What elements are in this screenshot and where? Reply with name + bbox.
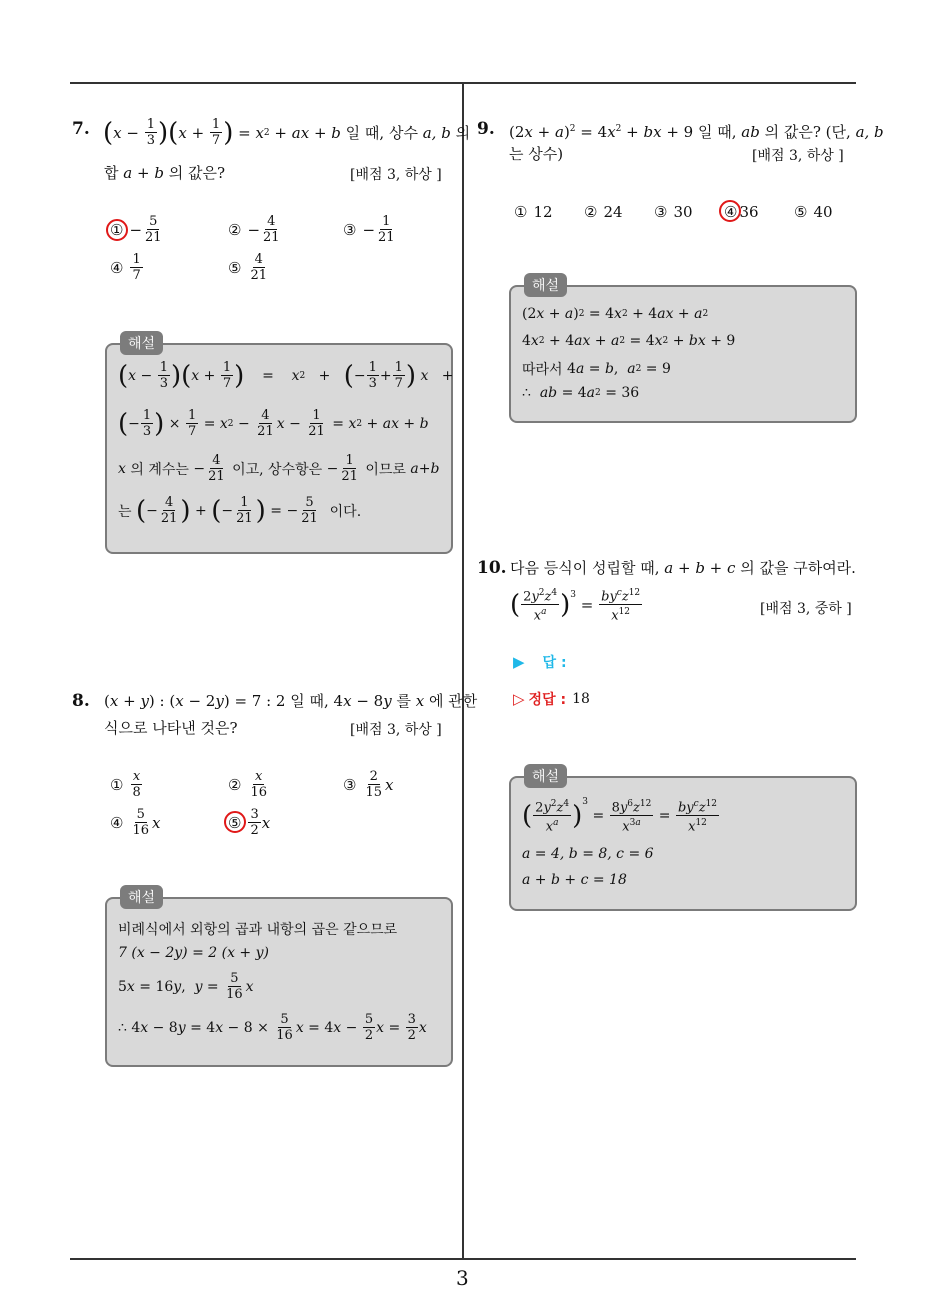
- q9-score: [배점 3, 하상 ]: [752, 148, 844, 164]
- q7-option-3[interactable]: ③ − $\frac{1}{21}$: [343, 214, 395, 245]
- q7-option-4[interactable]: ④ $\frac{1}{7}$: [110, 252, 141, 283]
- q7-mid-text: 일 때, 상수: [345, 123, 418, 142]
- q9-sol-line4: ∴ ab = 4 a 2 = 36: [522, 385, 640, 401]
- q9-line1: $(2x + a)^2 = 4x^2$ + bx + 9 일 때, ab 의 값은? (단, a, b: [509, 123, 884, 141]
- q7-option-2[interactable]: ② − $\frac{4}{21}$: [228, 214, 280, 245]
- q7-sol-line2: ( − $\frac{1}{3}$ ) × $\frac{1}{7}$ = x 2 − $\frac{4}{21}$ x − $\frac{1}{21}$ = x 2 + ax + b: [118, 408, 429, 439]
- q10-answer-label: 답 :: [542, 655, 567, 671]
- q9-option-1[interactable]: ① 12: [514, 203, 553, 221]
- q7-line2: 합 a + b 의 값은?: [104, 164, 225, 182]
- q7-sol-line1: ( x − $\frac{1}{3}$ ) ( x + $\frac{1}{7}$ ) = x 2 + ( − $\frac{1}{3}$ + $\frac{1}{7}$ ) x +: [118, 360, 454, 391]
- q8-option-1[interactable]: ① $\frac{x}{8}$: [110, 769, 141, 800]
- q9-option-2[interactable]: ② 24: [584, 203, 623, 221]
- q9-sol-line3: 따라서 4 a = b , a 2 = 9: [522, 361, 671, 378]
- page-number: 3: [456, 1266, 469, 1290]
- q7-number: 7.: [72, 119, 90, 139]
- q8-number: 8.: [72, 691, 90, 711]
- q10-equation: ( $\frac{2y^2z^4}{x^a}$ ) $^3$ = $\frac{by^cz^{12}}{x^{12}}$: [510, 588, 641, 624]
- q9-solution-tag: 해설: [524, 273, 567, 297]
- q9-option-3[interactable]: ③ 30: [654, 203, 693, 221]
- q8-line1: (x + y) : (x − 2y) = 7 : 2 일 때, 4x − 8y 를 x 에 관한: [104, 692, 478, 710]
- q10-line1: 다음 등식이 성립할 때, a + b + c 의 값을 구하여라.: [510, 559, 856, 577]
- correct-arrow-icon: ▷: [513, 690, 525, 708]
- q10-solution-tag: 해설: [524, 764, 567, 788]
- q8-option-5[interactable]: ⑤ $\frac{3}{2}$ x: [228, 807, 271, 838]
- q10-answer-row: [513, 652, 567, 672]
- q7-answer-mark: [106, 219, 128, 241]
- q10-correct-row: [513, 689, 590, 709]
- q7-ab: a, b: [422, 123, 451, 142]
- q9-answer-mark: [719, 200, 741, 222]
- q8-solution-tag: 해설: [120, 885, 163, 909]
- q10-score: [배점 3, 중하 ]: [760, 601, 852, 617]
- q7-line1: ( x − $\frac{1}{3}$ ) ( x + $\frac{1}{7}$ ) = x 2 + ax + b 일 때, 상수 a, b 의: [103, 117, 471, 148]
- q10-number: 10.: [477, 558, 507, 578]
- q7-option-1[interactable]: ① − $\frac{5}{21}$: [110, 214, 162, 245]
- q9-line2: 는 상수): [509, 145, 564, 163]
- bottom-rule: [70, 1258, 856, 1260]
- answer-arrow-icon: ▶: [513, 653, 525, 671]
- q10-sol-line3: a + b + c = 18: [522, 872, 627, 888]
- q10-correct-label: 정답 :: [528, 692, 567, 708]
- q9-sol-line2: 4 x 2 + 4 ax + a 2 = 4 x 2 + bx + 9: [522, 333, 736, 349]
- q9-option-5[interactable]: ⑤ 40: [794, 203, 833, 221]
- q10-sol-line1: ( $\frac{2y^2z^4}{x^a}$ ) $^3$ = $\frac{8y^6z^{12}}{x^{3a}}$ = $\frac{by^cz^{12}}{x^{12}}$: [522, 797, 718, 835]
- q7-end-text: 의: [455, 123, 471, 142]
- q7-sol-line4: 는 ( − $\frac{4}{21}$ ) + ( − $\frac{1}{21}$ ) = − $\frac{5}{21}$ 이다.: [118, 495, 362, 526]
- q7-solution-tag: 해설: [120, 331, 163, 355]
- q7-option-5[interactable]: ⑤ $\frac{4}{21}$: [228, 252, 267, 283]
- q10-sol-line2: a = 4, b = 8, c = 6: [522, 846, 654, 862]
- q8-sol-line2: 7 (x − 2y) = 2 (x + y): [118, 945, 269, 961]
- q8-option-3[interactable]: ③ $\frac{2}{15}$ x: [343, 769, 394, 800]
- q9-option-4[interactable]: ④ 36: [724, 203, 759, 221]
- q8-option-2[interactable]: ② $\frac{x}{16}$: [228, 769, 267, 800]
- q9-sol-line1: (2 x + a ) 2 = 4 x 2 + 4 ax + a 2: [522, 306, 709, 322]
- q8-sol-line1: 비례식에서 외항의 곱과 내항의 곱은 같으므로: [118, 922, 398, 938]
- q8-sol-line3: 5 x = 16 y , y = $\frac{5}{16}$ x: [118, 971, 254, 1002]
- q7-score: [배점 3, 하상 ]: [350, 167, 442, 183]
- q7-sol-line3: x 의 계수는 − $\frac{4}{21}$ 이고, 상수항은 − $\frac{1}{21}$ 이므로 a + b: [118, 453, 440, 484]
- q8-score: [배점 3, 하상 ]: [350, 722, 442, 738]
- q8-option-4[interactable]: ④ $\frac{5}{16}$ x: [110, 807, 161, 838]
- q8-sol-line4: ∴ 4 x − 8 y = 4 x − 8 × $\frac{5}{16}$ x = 4 x − $\frac{5}{2}$ x = $\frac{3}{2}$ x: [118, 1012, 427, 1043]
- q10-correct-value: 18: [572, 691, 590, 707]
- q8-line2: 식으로 나타낸 것은?: [104, 719, 238, 737]
- column-divider: [462, 83, 464, 1258]
- q8-answer-mark: [224, 811, 246, 833]
- q9-number: 9.: [477, 119, 495, 139]
